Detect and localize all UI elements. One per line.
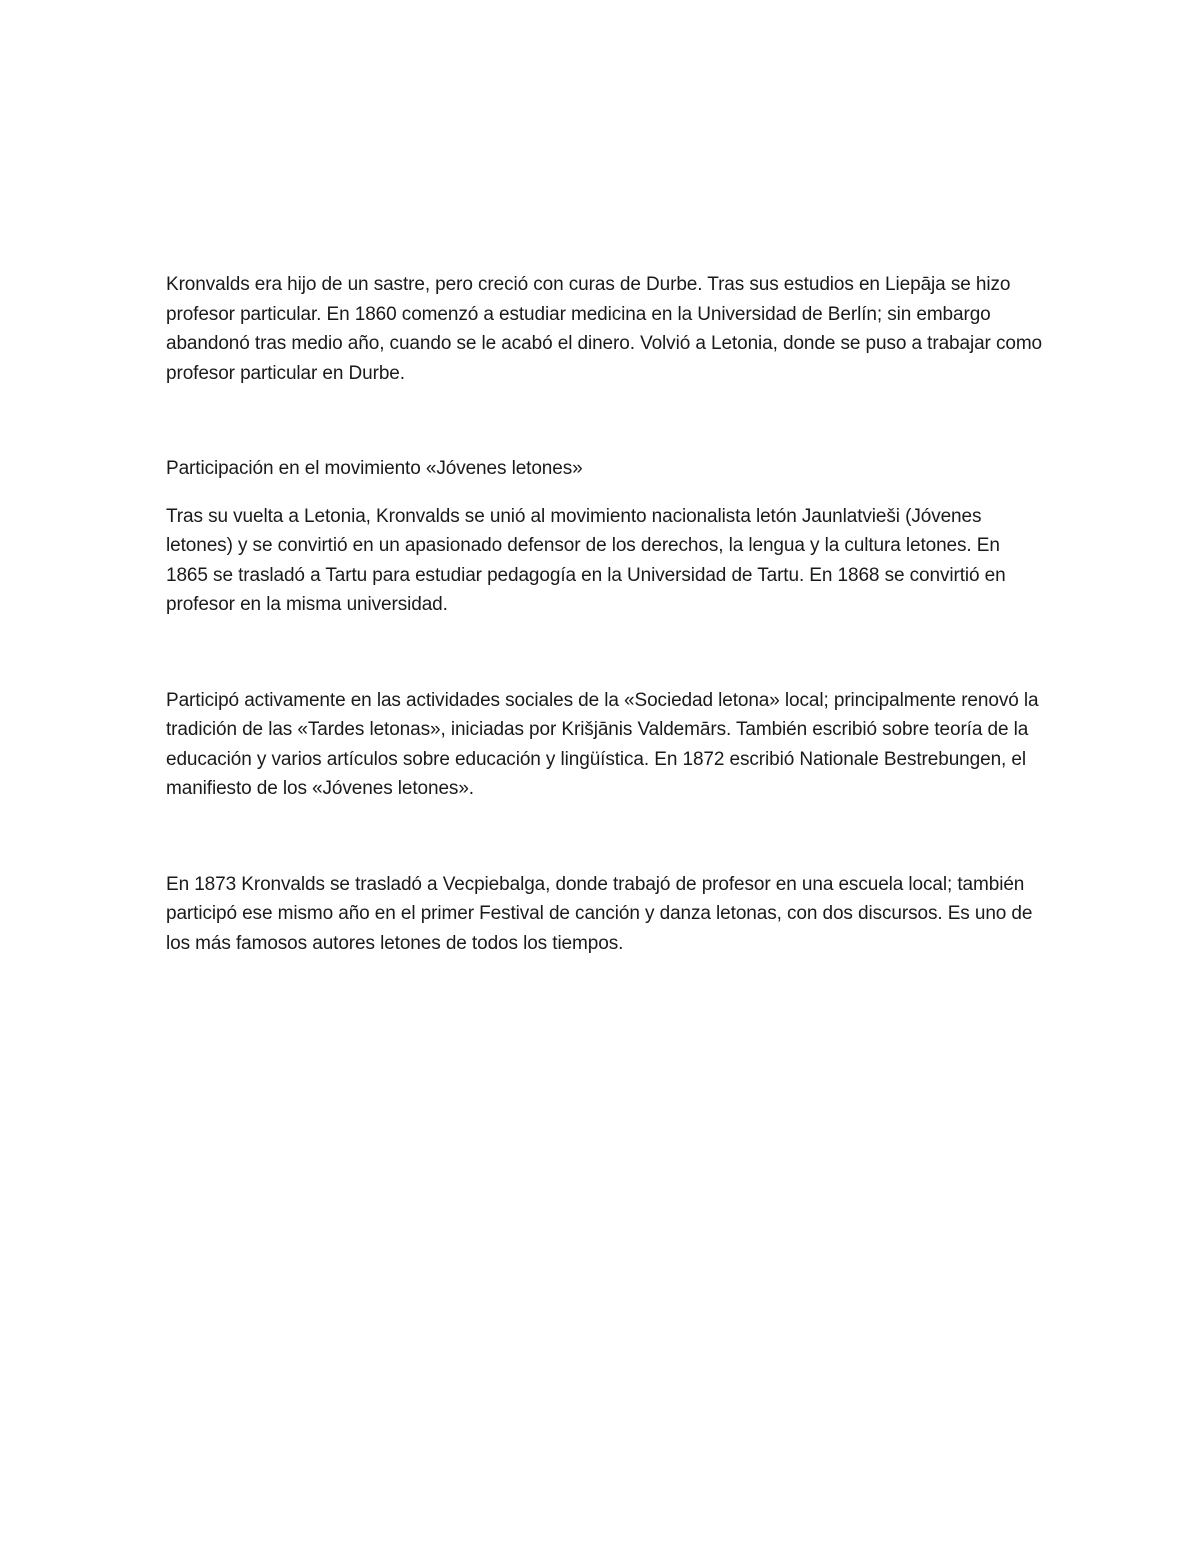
paragraph-later-life: En 1873 Kronvalds se trasladó a Vecpiebalga, donde trabajó de profesor en una escuela local; también participó ese mismo año en el primer Festival de canción y danza letonas, con dos discursos. Es uno de los más famosos autores letones de todos los tiempos.: [166, 873, 1033, 954]
section-heading: Participación en el movimiento «Jóvenes letones»: [166, 458, 583, 479]
paragraph-activities: Participó activamente en las actividades sociales de la «Sociedad letona» local; principalmente renovó la tradición de las «Tardes letonas», iniciadas por Krišjānis Valdemārs. También escribió sobre teoría de la educación y varios artículos sobre educación y lingüística. En 1872 escribió Nationale Bestrebungen, el manifiesto de los «Jóvenes letones».: [166, 689, 1039, 799]
document-body: [166, 270, 1046, 958]
paragraph-early-life: Kronvalds era hijo de un sastre, pero creció con curas de Durbe. Tras sus estudios en Liepāja se hizo profesor particular. En 1860 comenzó a estudiar medicina en la Universidad de Berlín; sin embargo abandonó tras medio año, cuando se le acabó el dinero. Volvió a Letonia, donde se puso a trabajar como profesor particular en Durbe.: [166, 274, 1043, 384]
paragraph-movement: Tras su vuelta a Letonia, Kronvalds se unió al movimiento nacionalista letón Jaunlatvieši (Jóvenes letones) y se convirtió en un apasionado defensor de los derechos, la lengua y la cultura letones. En 1865 se trasladó a Tartu para estudiar pedagogía en la Universidad de Tartu. En 1868 se convirtió en profesor en la misma universidad.: [166, 505, 1006, 615]
